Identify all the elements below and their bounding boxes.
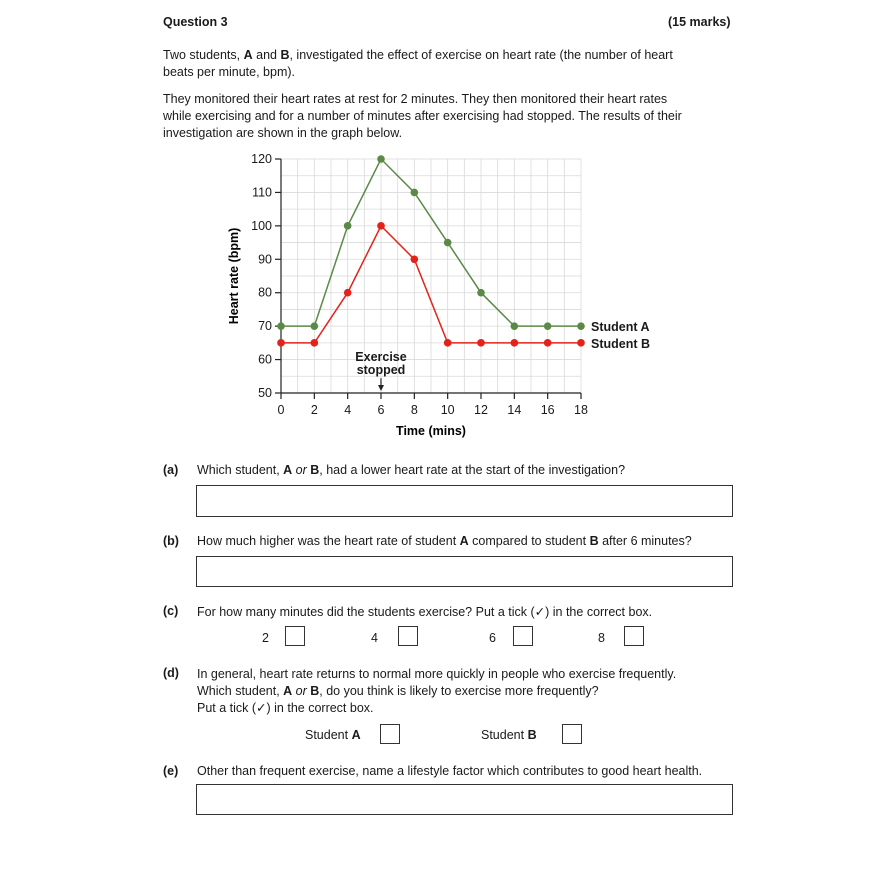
annotation-line-2: stopped — [356, 363, 406, 378]
option-2-label: 2 — [262, 631, 269, 645]
answer-box-a[interactable] — [196, 485, 733, 517]
chart-ticks — [251, 152, 588, 417]
data-point — [511, 339, 519, 347]
legend-label: Student B — [591, 336, 651, 351]
y-tick-label: 80 — [258, 285, 272, 300]
question-b-text: How much higher was the heart rate of student A compared to student B after 6 minutes? — [197, 534, 692, 548]
data-point — [444, 239, 452, 247]
student-a-option-label: Student A — [305, 728, 361, 742]
question-c-text: For how many minutes did the students exercise? Put a tick (✓) in the correct box. — [197, 605, 653, 619]
tick-box-2-minutes[interactable] — [285, 626, 305, 646]
y-tick-label: 70 — [258, 319, 272, 334]
x-tick-label: 14 — [507, 403, 522, 417]
data-point — [411, 255, 419, 263]
y-tick-label: 60 — [258, 352, 272, 367]
student-b-option-label: Student B — [481, 728, 537, 742]
tick-box-student-b[interactable] — [562, 724, 582, 744]
x-tick-label: 4 — [344, 403, 352, 417]
data-point — [577, 339, 585, 347]
x-tick-label: 8 — [410, 403, 418, 417]
data-point — [277, 339, 285, 347]
intro-paragraph-2: They monitored their heart rates at rest for 2 minutes. They then monitored their heart rates while exercising and for a number of minutes after exercising had stopped. The results of their investigation are shown in the graph below. — [163, 92, 682, 140]
x-axis-label: Time (mins) — [396, 424, 466, 438]
question-d-text: In general, heart rate returns to normal more quickly in people who exercise frequently. Which student, A or B, do you think is likely to exercise more frequently? Put a tick (✓) in the correct box. — [197, 667, 677, 715]
question-a-label: (a) — [163, 463, 179, 477]
data-point — [477, 339, 485, 347]
y-tick-label: 50 — [258, 386, 272, 400]
answer-box-b[interactable] — [196, 556, 733, 587]
data-point — [544, 322, 552, 330]
x-tick-label: 10 — [440, 403, 455, 417]
y-axis-label: Heart rate (bpm) — [227, 227, 241, 325]
option-6-label: 6 — [489, 631, 496, 645]
annotation-arrow-head — [378, 385, 384, 391]
option-4-label: 4 — [371, 631, 378, 645]
y-tick-label: 90 — [258, 252, 272, 267]
chart-grid — [281, 159, 581, 393]
data-point — [377, 222, 385, 230]
question-c-label: (c) — [163, 604, 179, 618]
data-point — [344, 222, 352, 230]
data-point — [377, 155, 385, 163]
x-tick-label: 16 — [540, 403, 555, 417]
x-tick-label: 12 — [474, 403, 488, 417]
data-point — [311, 322, 319, 330]
tick-box-8-minutes[interactable] — [624, 626, 644, 646]
data-point — [544, 339, 552, 347]
legend-label: Student A — [591, 320, 650, 335]
intro-paragraph-1: Two students, A and B, investigated the effect of exercise on heart rate (the number of heart beats per minute, bpm). — [163, 48, 673, 79]
marks-label: (15 marks) — [668, 15, 731, 29]
exercise-stopped-annotation — [355, 350, 406, 391]
question-e-label: (e) — [163, 764, 179, 778]
data-point — [444, 339, 452, 347]
data-point — [577, 322, 585, 330]
data-point — [411, 189, 419, 197]
data-point — [344, 289, 352, 297]
question-b-label: (b) — [163, 534, 179, 548]
data-point — [277, 322, 285, 330]
y-tick-label: 100 — [251, 218, 272, 233]
question-e-text: Other than frequent exercise, name a lifestyle factor which contributes to good heart health. — [197, 764, 703, 778]
question-a-text: Which student, A or B, had a lower heart rate at the start of the investigation? — [197, 463, 626, 477]
option-8-label: 8 — [598, 631, 605, 645]
tick-box-4-minutes[interactable] — [398, 626, 418, 646]
y-tick-label: 110 — [252, 185, 272, 200]
x-tick-label: 6 — [377, 403, 385, 417]
annotation-line-1: Exercise — [355, 350, 407, 365]
y-tick-label: 120 — [251, 152, 272, 166]
answer-box-e[interactable] — [196, 784, 733, 815]
x-tick-label: 2 — [310, 403, 318, 417]
data-point — [511, 322, 519, 330]
data-point — [477, 289, 485, 297]
x-tick-label: 0 — [277, 403, 285, 417]
data-point — [311, 339, 319, 347]
chart-series — [277, 155, 650, 351]
tick-box-student-a[interactable] — [380, 724, 400, 744]
x-tick-label: 18 — [574, 403, 588, 417]
question-d-label: (d) — [163, 666, 179, 680]
tick-box-6-minutes[interactable] — [513, 626, 533, 646]
question-title: Question 3 — [163, 15, 228, 29]
